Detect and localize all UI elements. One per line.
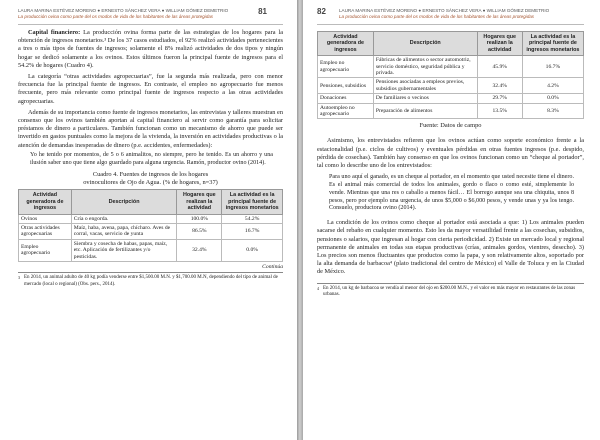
cell-description: Preparación de alimentos [373,103,477,119]
continua-label: Continúa [262,264,283,271]
col-header: La actividad es la principal fuente de ingresos monetarios [222,190,283,214]
col-header: Descripción [373,32,477,56]
table-row [318,78,584,94]
footnote-text: En 2014, un animal adulto de 40 kg podía venderse entre $1,500.00 M.N. y $1,700.00 M.N, dependiendo del tipo de animal de mercado (local o regional) (Obs. pers., 2014). [24,275,278,287]
col-header: Hogares que realizan la actividad [177,190,222,214]
running-header [317,8,584,25]
cell-pct: 29.7% [477,94,522,103]
footnote-text: En 2014, un kg de barbacoa se vendía al menor del ojo en $200.00 M.N., y el valor en más mayor en restaurantes de las zonas urbanas. [323,285,576,298]
running-header [18,8,283,25]
paragraph-text: La producción ovina forma parte de las estrategias de los hogares para la obtención de ingresos monetarios.³ De los 37 casos estudiados, el 92% realizó actividades pertenecientes a tres o más tipos de fuentes de ingresos; solamente el 8% realizó actividades de dos tipos y ningún hogar se dedicó solamente a los ovinos. Estos últimos fueron la principal fuente de ingresos para el 54.2% de hogares (Cuadro 4). [18,29,283,69]
cell-description: Siembra y cosecha de habas, papas, maíz, etc. Aplicación de fertilizantes y/o pesticidas. [71,239,177,261]
cell-activity: Otras actividades agropecuarias [19,224,72,240]
table-row [318,103,584,119]
block-quote: Para uno aquí el ganado, es un cheque al portador, en el momento que usted necesite tiene el dinero. Es el animal más comercial de todos los animales, gordo o flaco o como esté, simplemente lo vende. Mientras que una res o caballo a menos fácil… El borrego aunque sea una chiquita, unos 8 pesos, pero por ejemplo una urgencia, de unos $5,000 o $6,000 pesos, y vende unas y ya los tengo. Consuelo, productora ovino (2014). [329,174,574,212]
header-authors: LAURA MARINA ESTÉVEZ MORENO ● ERNESTO SÁNCHEZ VERA ● WILLIAM GÓMEZ DEMETRIO [339,8,550,13]
header-title: La producción ovina como parte del os modos de vida de los habitantes de las áreas protegidas [18,14,214,19]
table-row [318,56,584,78]
cell-activity: Pensiones, subsidios [318,78,374,94]
table-row [19,224,283,240]
cell-description: De familiares o vecinos [373,94,477,103]
page-number: 82 [317,7,326,16]
cell-pct: 45.9% [477,56,522,78]
block-quote: Yo he tenido por momentos, de 5 o 6 animalitos, no siempre, pero he tenido. Es un ahorro y una ilusión saber uno que tiene algo guardado para alguna urgencia. Ramón, productor ovino (2014). [30,151,273,166]
paragraph [18,29,283,70]
footnote [317,283,584,299]
cell-description: Fábricas de alimentos o sector automotriz, servicio doméstico, seguridad pública y privada. [373,56,477,78]
col-header: Actividad generadora de ingresos [19,190,72,214]
cell-activity: Ovinos [19,214,72,223]
cell-main: 4.2% [522,78,583,94]
table-row [19,239,283,261]
cell-main: 16.7% [222,224,283,240]
cell-pct: 100.0% [177,214,222,223]
table-row [19,214,283,223]
table-row [318,94,584,103]
cell-main: 16.7% [522,56,583,78]
table-header-row [318,32,584,56]
paragraph: La condición de los ovinos como cheque al portador está asociada a que: 1) Los animales pueden sacarse del rebaño en cualquier momento. Esto les da mayor versatilidad frente a las cosechas, subsidios, pensiones o salarios, que ingresan al hogar con cierta periodicidad. 2) Existe un mercado local y regional permanente de animales en todas sus etapas productivas (crías, animales gordos, vientres, desecho). 3) Los precios son menos fluctuantes que productos como la papa, y son relativamente altos, soportado por la alta demanda de barbacoa⁴ (plato tradicional del centro de México) el Valle de Toluca y en la Ciudad de México. [317,219,584,276]
paragraph-heading: Capital financiero: [28,29,81,36]
cell-description: Maíz, haba, avena, papa, chícharo. Aves de corral, vacas, servicio de yunta [71,224,177,240]
header-authors: LAURA MARINA ESTÉVEZ MORENO ● ERNESTO SÁNCHEZ VERA ● WILLIAM GÓMEZ DEMETRIO [18,8,229,13]
cell-pct: 32.4% [477,78,522,94]
col-header: La actividad es la principal fuente de ingresos monetarios [522,32,583,56]
income-table-continued [317,31,584,119]
cell-activity: Empleo agropecuario [19,239,72,261]
footnote-mark: 4 [317,285,319,291]
paragraph: Además de su importancia como fuente de ingresos monetarios, las entrevistas y talleres muestran en consenso que los ovinos también aportan al capital financiero al servir como garantía para solicitar préstamos de dinero a particulares. También funcionan como un mecanismo de ahorro que puede ser invertido en gastos puntuales como la mejora de la vivienda, la inversión en actividades productivas o la atención de demandas inesperadas de dinero (p.e. accidentes, enfermedades): [18,108,283,149]
cell-pct: 86.5% [177,224,222,240]
caption-line: Cuadro 4. Fuentes de ingresos de los hogares [92,171,209,179]
cell-main: 0.0% [222,239,283,261]
cell-activity: Empleo no agropecuario [318,56,374,78]
paragraph: Asimismo, los entrevistados refieren que los ovinos actúan como soporte económico frente a la estacionalidad (p.e. ciclos de cultivos) y eventuales pérdidas en otras fuentes ingresos (p.e. despido, pérdida de cosechas). También hay consenso en que los ovinos funcionan como un “cheque al portador”, tal como lo describe uno de los entrevistados: [317,137,584,170]
income-table [18,189,283,262]
cell-description: Pensiones asociadas a empleos previos, subsidios gubernamentales [373,78,477,94]
paragraph: La categoría “otras actividades agropecuarias”, fue la segunda más realizada, pero con menor frecuencia fue la principal fuente de ingresos. En contraste, el empleo no agropecuario fue menos frecuente, pero más relevante como principal fuente de ingresos respecto a las otras actividades agropecuarias. [18,73,283,105]
cell-pct: 13.5% [477,103,522,119]
header-title: La producción ovina como parte del os modos de vida de los habitantes de las áreas protegidas [339,14,535,19]
table-source: Fuente: Datos de campo [419,122,482,130]
cell-description: Cría o engorda. [71,214,177,223]
col-header: Descripción [71,190,177,214]
cell-activity: Donaciones [318,94,374,103]
cell-main: 54.2% [222,214,283,223]
col-header: Actividad generadora de ingresos [318,32,374,56]
table-header-row [19,190,283,214]
table-caption [18,171,283,187]
footnote [18,272,283,288]
caption-line: ovinocultores de Ojo de Agua. (% de hogares, n=37) [83,179,218,187]
cell-activity: Autoempleo no agropecuario [318,103,374,119]
cell-pct: 32.4% [177,239,222,261]
right-page [303,0,600,440]
cell-main: 8.3% [522,103,583,119]
col-header: Hogares que realizan la actividad [477,32,522,56]
cell-main: 0.0% [522,94,583,103]
page-number: 81 [258,7,267,16]
left-page [0,0,297,440]
footnote-mark: 3 [18,275,20,281]
